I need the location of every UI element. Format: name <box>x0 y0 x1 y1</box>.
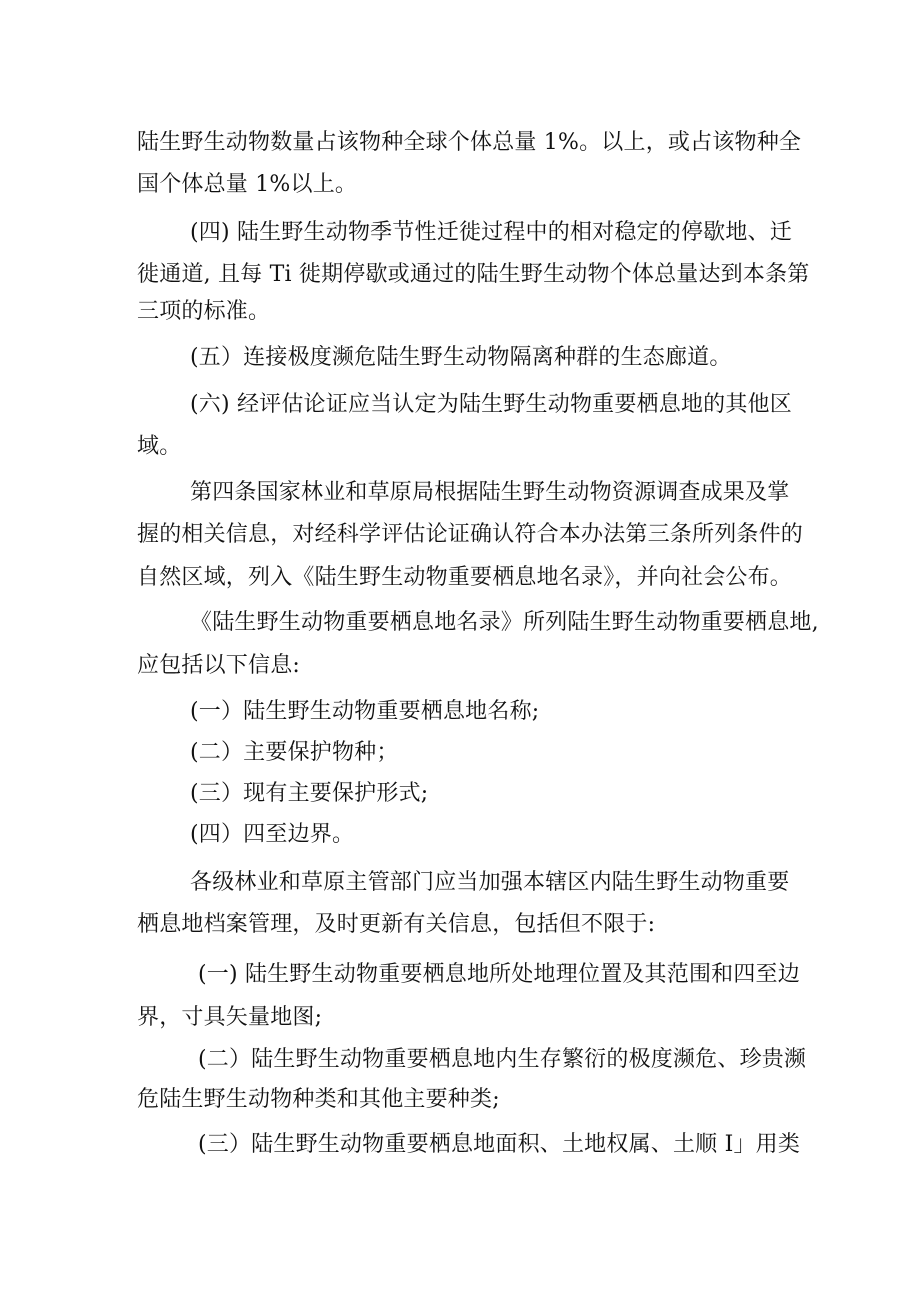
text-line: 三项的标准。 <box>137 299 271 324</box>
text-line: 界，寸具矢量地图; <box>137 1005 323 1030</box>
text-line: (三）现有主要保护形式; <box>190 781 429 806</box>
text-line: (三）陆生野生动物重要栖息地面积、土地权属、土顺 I」用类 <box>198 1132 801 1157</box>
text-line: (四) 陆生野生动物季节性迁徙过程中的相对稳定的停歇地、迁 <box>190 220 792 245</box>
text-line: 自然区域，列入《陆生野生动物重要栖息地名录》，并向社会公布。 <box>137 565 793 590</box>
text-line: (二）主要保护物种； <box>190 740 399 765</box>
text-line: 国个体总量 1%以上。 <box>137 172 358 197</box>
text-line: (四）四至边界。 <box>190 822 355 847</box>
text-line: (六) 经评估论证应当认定为陆生野生动物重要栖息地的其他区 <box>190 392 792 417</box>
text-line: 各级林业和草原主管部门应当加强本辖区内陆生野生动物重要 <box>190 870 790 895</box>
text-line: 徙通道, 且每 Ti 徙期停歇或通过的陆生野生动物个体总量达到本条第 <box>137 262 810 287</box>
text-line: 域。 <box>137 434 182 459</box>
text-line: (一）陆生野生动物重要栖息地名称; <box>190 699 540 724</box>
text-line: 栖息地档案管理，及时更新有关信息，包括但不限于: <box>137 912 656 937</box>
text-line: (二）陆生野生动物重要栖息地内生存繁衍的极度濒危、珍贵濒 <box>198 1047 807 1072</box>
text-line: 握的相关信息，对经科学评估论证确认符合本办法第三条所列条件的 <box>137 522 804 547</box>
text-line: 《陆生野生动物重要栖息地名录》所列陆生野生动物重要栖息地, <box>190 610 819 635</box>
text-line: 陆生野生动物数量占该物种全球个体总量 1%。以上，或占该物种全 <box>137 130 802 155</box>
text-line: (一) 陆生野生动物重要栖息地所处地理位置及其范围和四至边 <box>198 962 800 987</box>
text-line: (五）连接极度濒危陆生野生动物隔离种群的生态廊道。 <box>190 345 732 370</box>
text-line: 危陆生野生动物种类和其他主要种类; <box>137 1087 500 1112</box>
text-line: 第四条国家林业和草原局根据陆生野生动物资源调查成果及掌 <box>190 480 790 505</box>
text-line: 应包括以下信息: <box>137 653 301 678</box>
